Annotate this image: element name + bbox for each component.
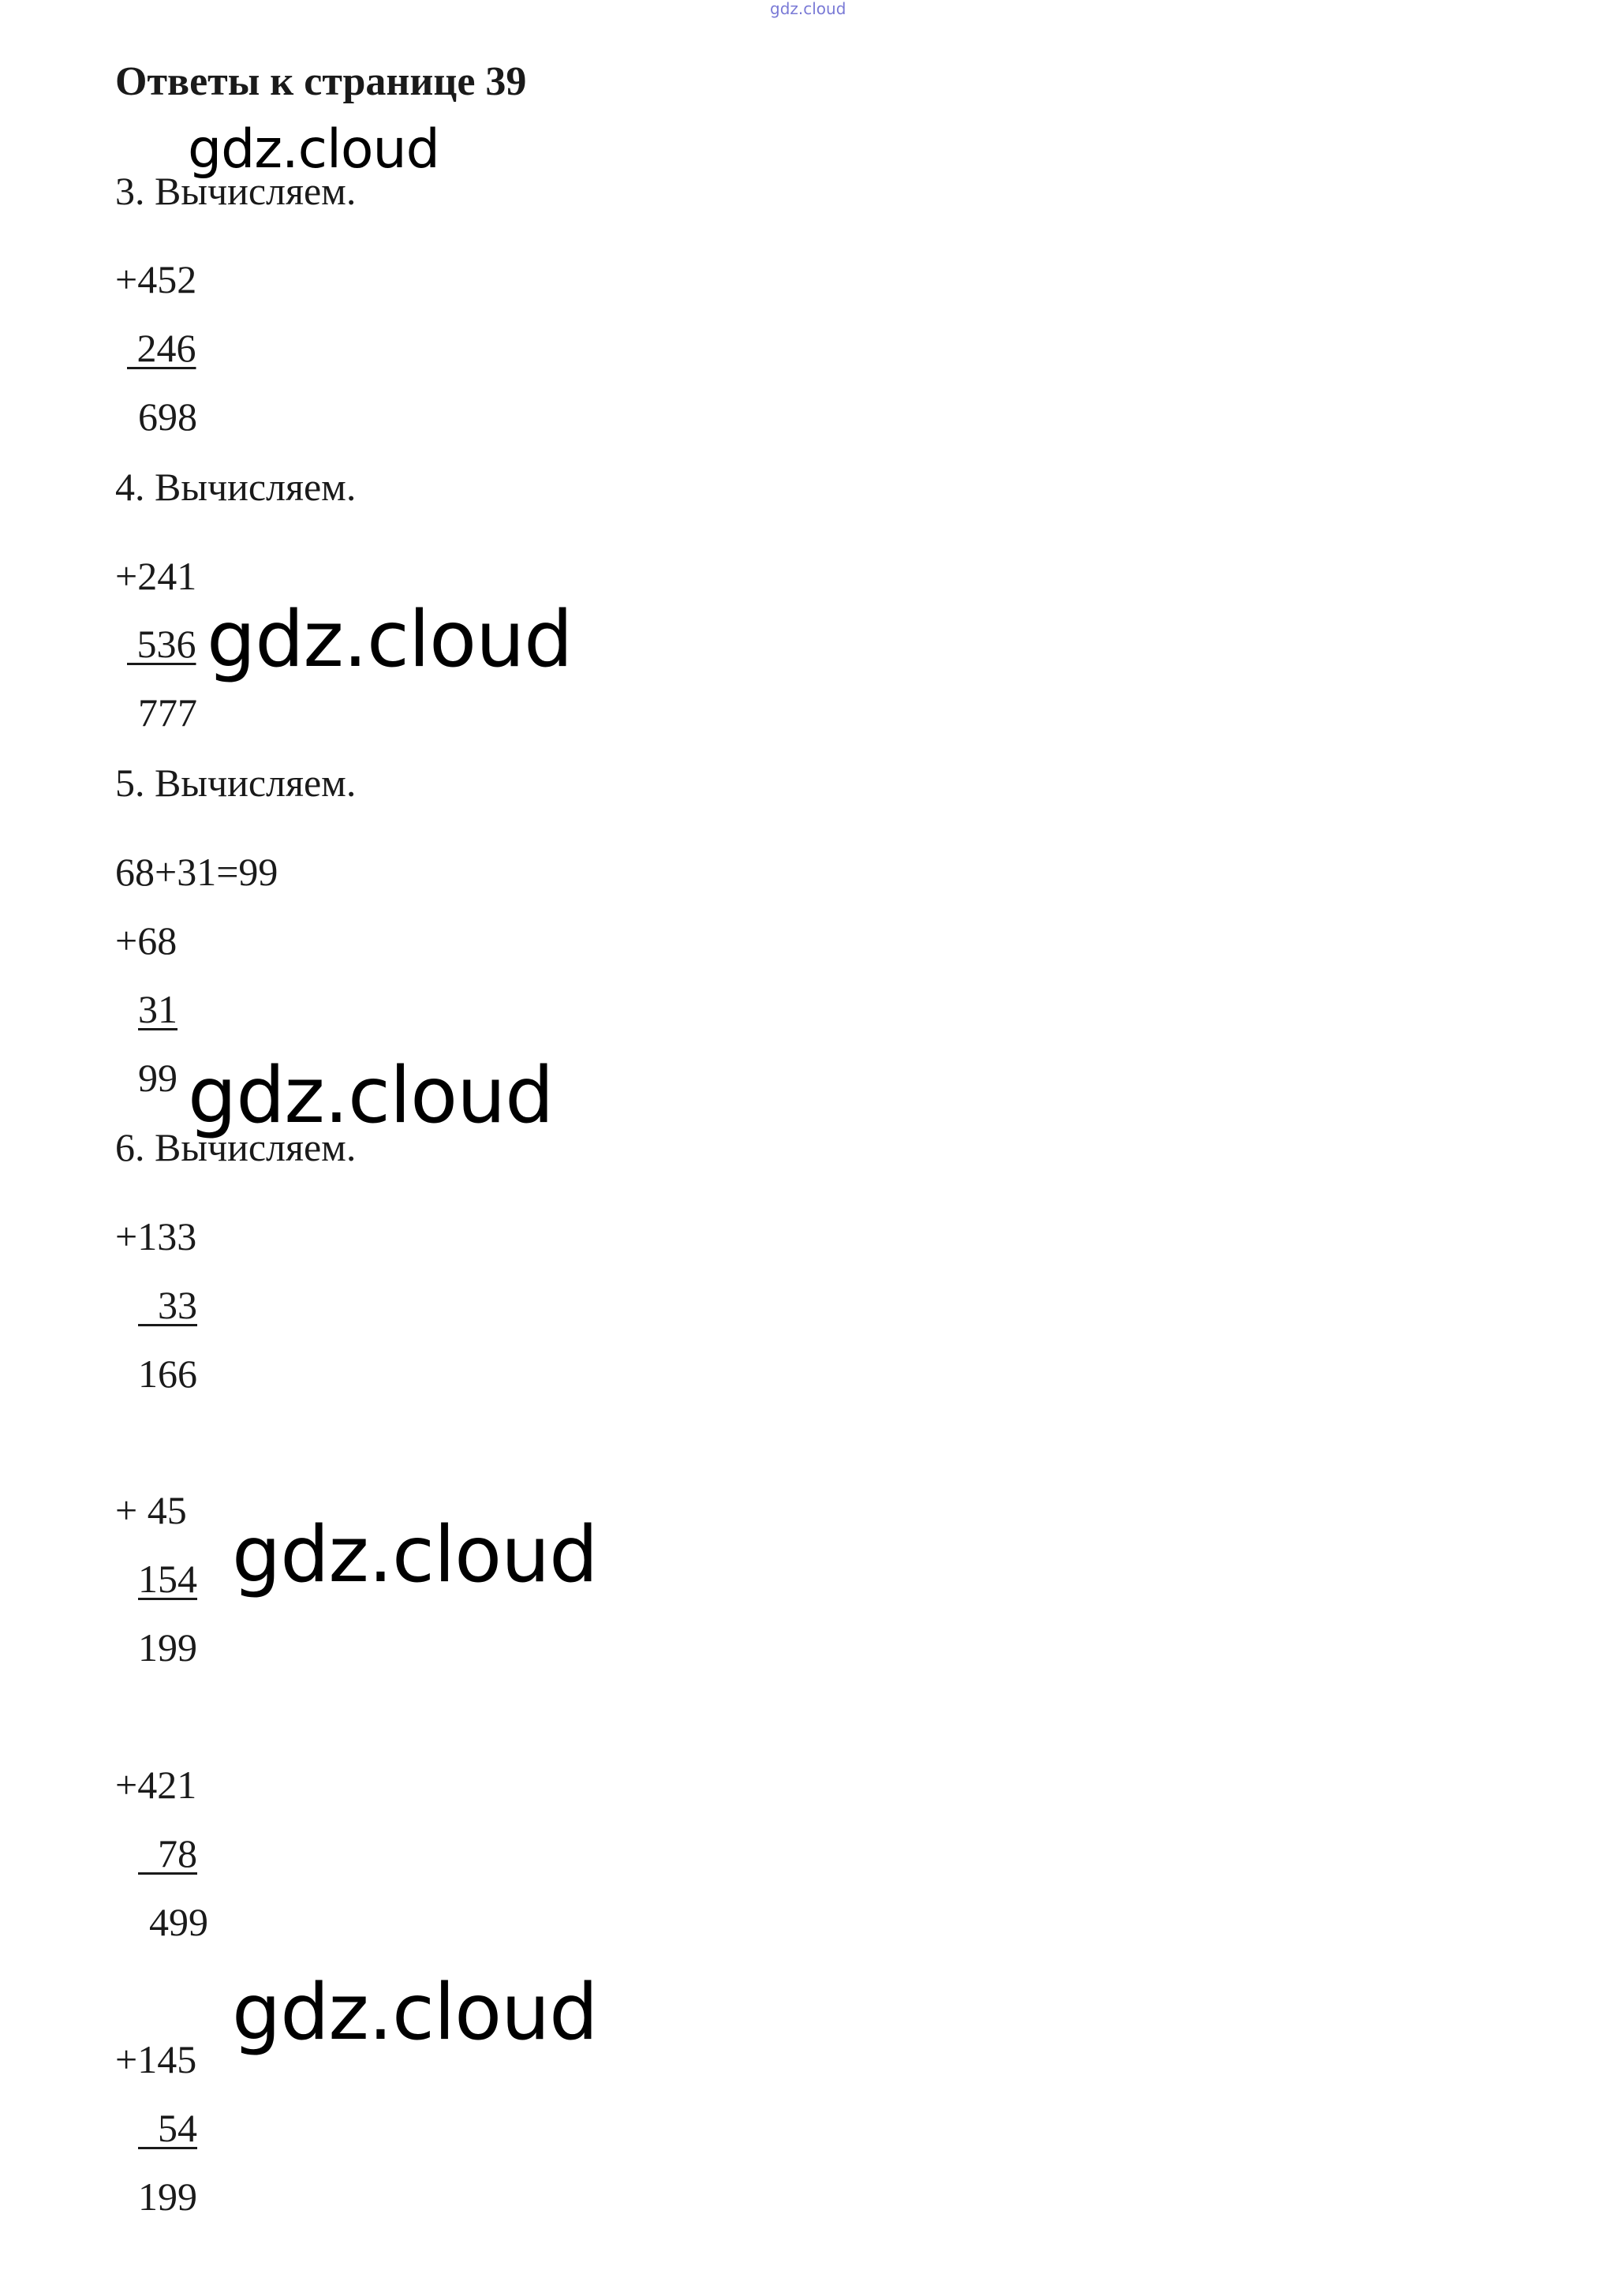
task-4-result: 777 bbox=[138, 690, 197, 735]
task-6-col3-line2: 78 bbox=[138, 1831, 197, 1875]
task-6-col3-result: 499 bbox=[149, 1900, 208, 1944]
task-6-col1-line1: +133 bbox=[115, 1214, 197, 1258]
watermark-1: gdz.cloud bbox=[188, 118, 439, 181]
task-6-col4-line2: 54 bbox=[138, 2106, 197, 2150]
task-5-label: 5. Вычисляем. bbox=[115, 761, 357, 805]
task-4-line1: +241 bbox=[115, 554, 197, 598]
watermark-2: gdz.cloud bbox=[207, 595, 573, 685]
watermark-5: gdz.cloud bbox=[232, 1968, 598, 2058]
task-6-col2-result: 199 bbox=[138, 1625, 197, 1670]
task-6-col2-line2: 154 bbox=[138, 1557, 197, 1601]
task-6-label: 6. Вычисляем. bbox=[115, 1125, 357, 1169]
task-6-col1-result: 166 bbox=[138, 1352, 197, 1396]
task-5-line1: +68 bbox=[115, 918, 177, 963]
watermark-4: gdz.cloud bbox=[232, 1510, 598, 1600]
task-5-line2: 31 bbox=[138, 987, 177, 1031]
task-3-label: 3. Вычисляем. bbox=[115, 169, 357, 213]
watermark-3: gdz.cloud bbox=[188, 1051, 554, 1141]
page-title: Ответы к странице 39 bbox=[115, 59, 527, 104]
task-5-equation: 68+31=99 bbox=[115, 850, 278, 894]
task-6-col4-line1: +145 bbox=[115, 2037, 197, 2081]
task-6-col2-line1: + 45 bbox=[115, 1488, 187, 1532]
task-3-line2: 246 bbox=[127, 326, 196, 370]
task-3-line1: +452 bbox=[115, 257, 197, 301]
watermark-top: gdz.cloud bbox=[770, 0, 846, 18]
task-5-result: 99 bbox=[138, 1056, 177, 1100]
task-4-label: 4. Вычисляем. bbox=[115, 465, 357, 509]
task-6-col1-line2: 33 bbox=[138, 1283, 197, 1327]
task-3-result: 698 bbox=[138, 395, 197, 439]
task-4-line2: 536 bbox=[127, 622, 196, 666]
task-6-col3-line1: +421 bbox=[115, 1763, 197, 1807]
task-6-col4-result: 199 bbox=[138, 2174, 197, 2219]
